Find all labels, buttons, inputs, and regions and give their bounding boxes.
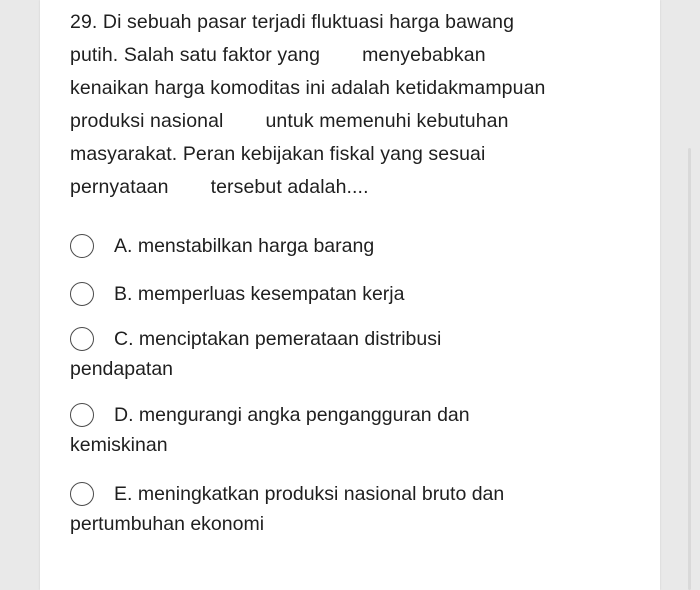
- question-text-segment: produksi nasional: [70, 110, 224, 132]
- option-c[interactable]: [70, 324, 650, 384]
- question-text-segment: untuk memenuhi kebutuhan: [265, 110, 509, 132]
- question-line: [70, 72, 640, 105]
- question-text-segment: tersebut adalah....: [210, 176, 369, 198]
- option-b-label: B. memperluas kesempatan kerja: [114, 283, 405, 305]
- question-text-segment: kenaikan harga komoditas ini adalah ketidakmampuan: [70, 77, 546, 99]
- radio-button-a[interactable]: [70, 234, 94, 258]
- question-line: [70, 171, 640, 204]
- option-a[interactable]: [70, 231, 650, 261]
- radio-button-e[interactable]: [70, 482, 94, 506]
- option-d-label: D. mengurangi angka pengangguran dan: [114, 404, 470, 426]
- radio-button-d[interactable]: [70, 403, 94, 427]
- question-line: [70, 39, 640, 72]
- scrollbar[interactable]: [688, 148, 691, 590]
- option-d[interactable]: [70, 400, 650, 460]
- option-b[interactable]: [70, 279, 650, 309]
- option-e-label-continued: pertumbuhan ekonomi: [70, 513, 265, 535]
- option-a-label: A. menstabilkan harga barang: [114, 235, 375, 257]
- question-line: [70, 138, 640, 171]
- question-text-segment: masyarakat. Peran kebijakan fiskal yang sesuai: [70, 143, 486, 165]
- question-line: [70, 6, 640, 39]
- question-text-segment: putih. Salah satu faktor yang: [70, 44, 321, 66]
- radio-button-b[interactable]: [70, 282, 94, 306]
- option-c-label: C. menciptakan pemerataan distribusi: [114, 328, 442, 350]
- option-e-label: E. meningkatkan produksi nasional bruto dan: [114, 483, 505, 505]
- option-c-label-continued: pendapatan: [70, 358, 174, 380]
- question-line: [70, 105, 640, 138]
- question-text: [70, 6, 640, 204]
- option-e[interactable]: [70, 479, 650, 539]
- option-d-label-continued: kemiskinan: [70, 434, 168, 456]
- question-text-segment: 29. Di sebuah pasar terjadi fluktuasi harga bawang: [70, 11, 515, 33]
- radio-button-c[interactable]: [70, 327, 94, 351]
- question-text-segment: pernyataan: [70, 176, 169, 198]
- question-text-segment: menyebabkan: [362, 44, 486, 66]
